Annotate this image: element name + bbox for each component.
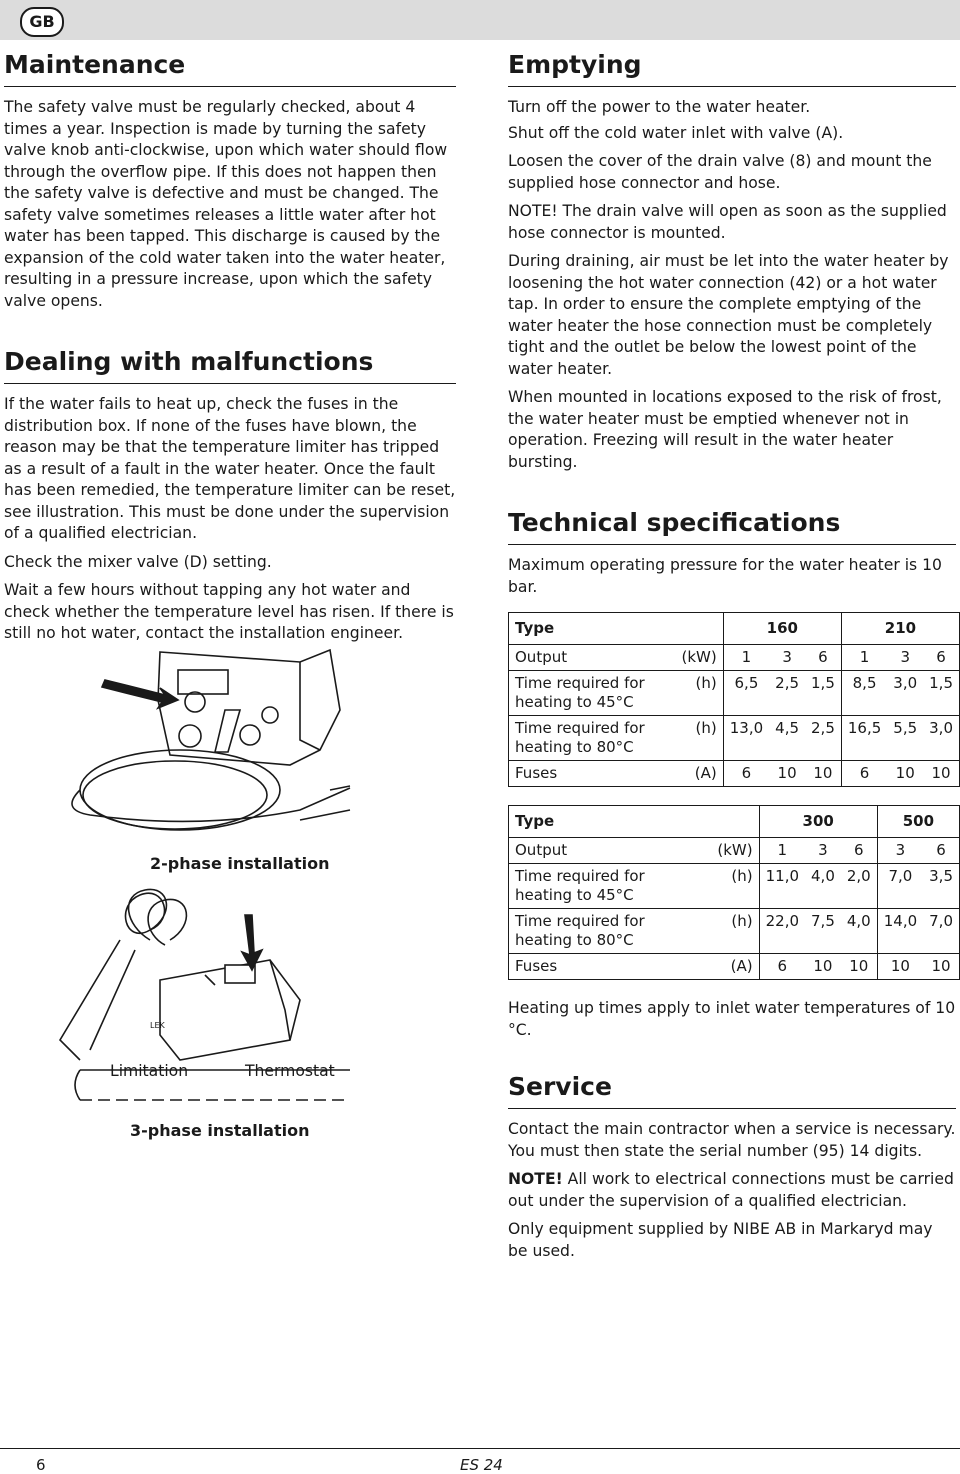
tech-specs-intro: Maximum operating pressure for the water heater is 10 bar. bbox=[508, 556, 942, 596]
value-cell: 6 bbox=[923, 645, 959, 671]
value-cell: 1 bbox=[723, 645, 769, 671]
value-cell: 6 bbox=[759, 954, 805, 980]
value-cell: 7,0 bbox=[877, 864, 923, 909]
value-cell: 5,5 bbox=[887, 716, 923, 761]
table-row bbox=[509, 716, 960, 761]
value-cell: 7,5 bbox=[805, 909, 841, 954]
capillary-coil-3phase bbox=[126, 889, 167, 940]
table-row bbox=[509, 909, 960, 954]
value-cell: 10 bbox=[841, 954, 877, 980]
malfunctions-paragraph: Check the mixer valve (D) setting. bbox=[4, 552, 272, 571]
type-cell: Type bbox=[509, 806, 760, 838]
emptying-section bbox=[508, 50, 956, 473]
emptying-paragraph: Turn off the power to the water heater. bbox=[508, 98, 811, 116]
row-label: Time required for heating to 45°C bbox=[509, 671, 676, 716]
maintenance-paragraph: The safety valve must be regularly checked, about 4 times a year. Inspection is made by turning the safety valve knob anti-clockwise, upon which water should flow through the overflow pipe. If this does not happen then the safety valve is defective and must be changed. The safety valve sometimes releases a little water after hot water has been tapped. This discharge is caused by the expansion of the cold water taken into the water heater, resulting in a pressure increase, upon which the safety valve opens. bbox=[4, 98, 448, 310]
value-cell: 3,0 bbox=[923, 716, 959, 761]
thermostat-drawing bbox=[0, 640, 460, 1160]
label-limitation: Limitation bbox=[110, 1062, 189, 1080]
row-unit: (h) bbox=[711, 864, 759, 909]
value-cell: 16,5 bbox=[841, 716, 887, 761]
value-cell: 10 bbox=[877, 954, 923, 980]
service-paragraph: Contact the main contractor when a service is necessary. You must then state the serial number (95) 14 digits. bbox=[508, 1120, 956, 1160]
value-cell: 8,5 bbox=[841, 671, 887, 716]
row-label: Time required for heating to 45°C bbox=[509, 864, 712, 909]
value-cell: 6 bbox=[723, 761, 769, 787]
value-cell: 6 bbox=[841, 761, 887, 787]
value-cell: 4,0 bbox=[805, 864, 841, 909]
service-heading: Service bbox=[508, 1072, 956, 1109]
value-cell: 4,0 bbox=[841, 909, 877, 954]
type-cell: Type bbox=[509, 613, 724, 645]
header-bar bbox=[0, 0, 960, 40]
value-cell: 2,5 bbox=[805, 716, 841, 761]
maintenance-section bbox=[4, 50, 456, 312]
value-cell: 22,0 bbox=[759, 909, 805, 954]
value-cell: 6 bbox=[841, 838, 877, 864]
thermostat-illustration bbox=[0, 640, 460, 1160]
value-cell: 10 bbox=[805, 761, 841, 787]
table-row bbox=[509, 671, 960, 716]
value-cell: 6,5 bbox=[723, 671, 769, 716]
heating-note: Heating up times apply to inlet water temperatures of 10 °C. bbox=[508, 999, 956, 1039]
emptying-paragraph: NOTE! The drain valve will open as soon as the supplied hose connector is mounted. bbox=[508, 202, 947, 242]
model-cell: 210 bbox=[841, 613, 959, 645]
model-cell: 300 bbox=[759, 806, 877, 838]
value-cell: 7,0 bbox=[923, 909, 959, 954]
row-label: Output bbox=[509, 645, 676, 671]
malfunctions-paragraph: Wait a few hours without tapping any hot water and check whether the temperature level has risen. If there is still no hot water, contact the installation engineer. bbox=[4, 581, 454, 642]
value-cell: 3,5 bbox=[923, 864, 959, 909]
value-cell: 3 bbox=[877, 838, 923, 864]
emptying-paragraph: When mounted in locations exposed to the risk of frost, the water heater must be emptied whenever not in operation. Freezing will result in the water heater bursting. bbox=[508, 388, 942, 471]
value-cell: 4,5 bbox=[769, 716, 805, 761]
table-row bbox=[509, 761, 960, 787]
label-thermostat: Thermostat bbox=[245, 1062, 335, 1080]
value-cell: 2,5 bbox=[769, 671, 805, 716]
row-unit: (h) bbox=[711, 909, 759, 954]
row-label: Time required for heating to 80°C bbox=[509, 909, 712, 954]
malfunctions-heading: Dealing with malfunctions bbox=[4, 347, 456, 384]
value-cell: 1 bbox=[841, 645, 887, 671]
value-cell: 2,0 bbox=[841, 864, 877, 909]
value-cell: 10 bbox=[923, 761, 959, 787]
thermostat-body-2phase bbox=[158, 650, 340, 765]
row-unit: (A) bbox=[676, 761, 724, 787]
row-label: Time required for heating to 80°C bbox=[509, 716, 676, 761]
value-cell: 14,0 bbox=[877, 909, 923, 954]
emptying-paragraph: During draining, air must be let into the water heater by loosening the hot water connection (42) or a hot water tap. In order to ensure the complete emptying of the water heater the hose connection must be completely tight and the outlet be below the lowest point of the water heater. bbox=[508, 252, 949, 378]
row-unit: (h) bbox=[676, 716, 724, 761]
tech-specs-section bbox=[508, 508, 956, 1041]
value-cell: 3 bbox=[769, 645, 805, 671]
value-cell: 10 bbox=[923, 954, 959, 980]
tech-specs-heading: Technical specifications bbox=[508, 508, 956, 545]
value-cell: 6 bbox=[923, 838, 959, 864]
spec-table-300-500 bbox=[508, 805, 960, 980]
value-cell: 3 bbox=[887, 645, 923, 671]
value-cell: 1,5 bbox=[805, 671, 841, 716]
page-number: 6 bbox=[36, 1456, 46, 1474]
value-cell: 1 bbox=[759, 838, 805, 864]
row-unit: (A) bbox=[711, 954, 759, 980]
malfunctions-paragraph: If the water fails to heat up, check the fuses in the distribution box. If none of the fuses have blown, the reason may be that the temperature limiter has tripped as a result of a fault in the water heater. Once the fault has been remedied, the temperature limiter can be reset, see illustration. This must be done under the supervision of a qualified electrician. bbox=[4, 395, 456, 542]
value-cell: 11,0 bbox=[759, 864, 805, 909]
document-id: ES 24 bbox=[460, 1456, 503, 1474]
model-cell: 500 bbox=[877, 806, 959, 838]
label-2phase: 2-phase installation bbox=[150, 854, 330, 873]
spec-table-160-210 bbox=[508, 612, 960, 787]
table-row bbox=[509, 864, 960, 909]
service-paragraph: Only equipment supplied by NIBE AB in Markaryd may be used. bbox=[508, 1220, 933, 1260]
value-cell: 10 bbox=[805, 954, 841, 980]
emptying-heading: Emptying bbox=[508, 50, 956, 87]
row-label: Output bbox=[509, 838, 712, 864]
value-cell: 10 bbox=[887, 761, 923, 787]
service-section bbox=[508, 1072, 956, 1262]
value-cell: 10 bbox=[769, 761, 805, 787]
table-row bbox=[509, 838, 960, 864]
row-unit: (kW) bbox=[676, 645, 724, 671]
footer-divider bbox=[0, 1448, 960, 1449]
right-column bbox=[508, 50, 956, 1269]
emptying-paragraph: Shut off the cold water inlet with valve (A). bbox=[508, 123, 844, 142]
maintenance-heading: Maintenance bbox=[4, 50, 456, 87]
value-cell: 13,0 bbox=[723, 716, 769, 761]
model-cell: 160 bbox=[723, 613, 841, 645]
left-column bbox=[4, 50, 456, 652]
table-row bbox=[509, 645, 960, 671]
table-row bbox=[509, 954, 960, 980]
table-row bbox=[509, 806, 960, 838]
row-label: Fuses bbox=[509, 761, 676, 787]
row-unit: (h) bbox=[676, 671, 724, 716]
note-text: All work to electrical connections must be carried out under the supervision of a qualified electrician. bbox=[508, 1170, 954, 1210]
malfunctions-section bbox=[4, 347, 456, 645]
value-cell: 6 bbox=[805, 645, 841, 671]
table-row bbox=[509, 613, 960, 645]
row-label: Fuses bbox=[509, 954, 712, 980]
svg-text:LEK: LEK bbox=[150, 1021, 165, 1030]
value-cell: 3,0 bbox=[887, 671, 923, 716]
value-cell: 1,5 bbox=[923, 671, 959, 716]
label-3phase: 3-phase installation bbox=[130, 1121, 310, 1140]
emptying-paragraph: Loosen the cover of the drain valve (8) and mount the supplied hose connector and hose. bbox=[508, 152, 932, 192]
row-unit: (kW) bbox=[711, 838, 759, 864]
language-badge: GB bbox=[20, 7, 64, 37]
service-note bbox=[508, 1169, 956, 1212]
value-cell: 3 bbox=[805, 838, 841, 864]
note-label: NOTE! bbox=[508, 1170, 563, 1188]
